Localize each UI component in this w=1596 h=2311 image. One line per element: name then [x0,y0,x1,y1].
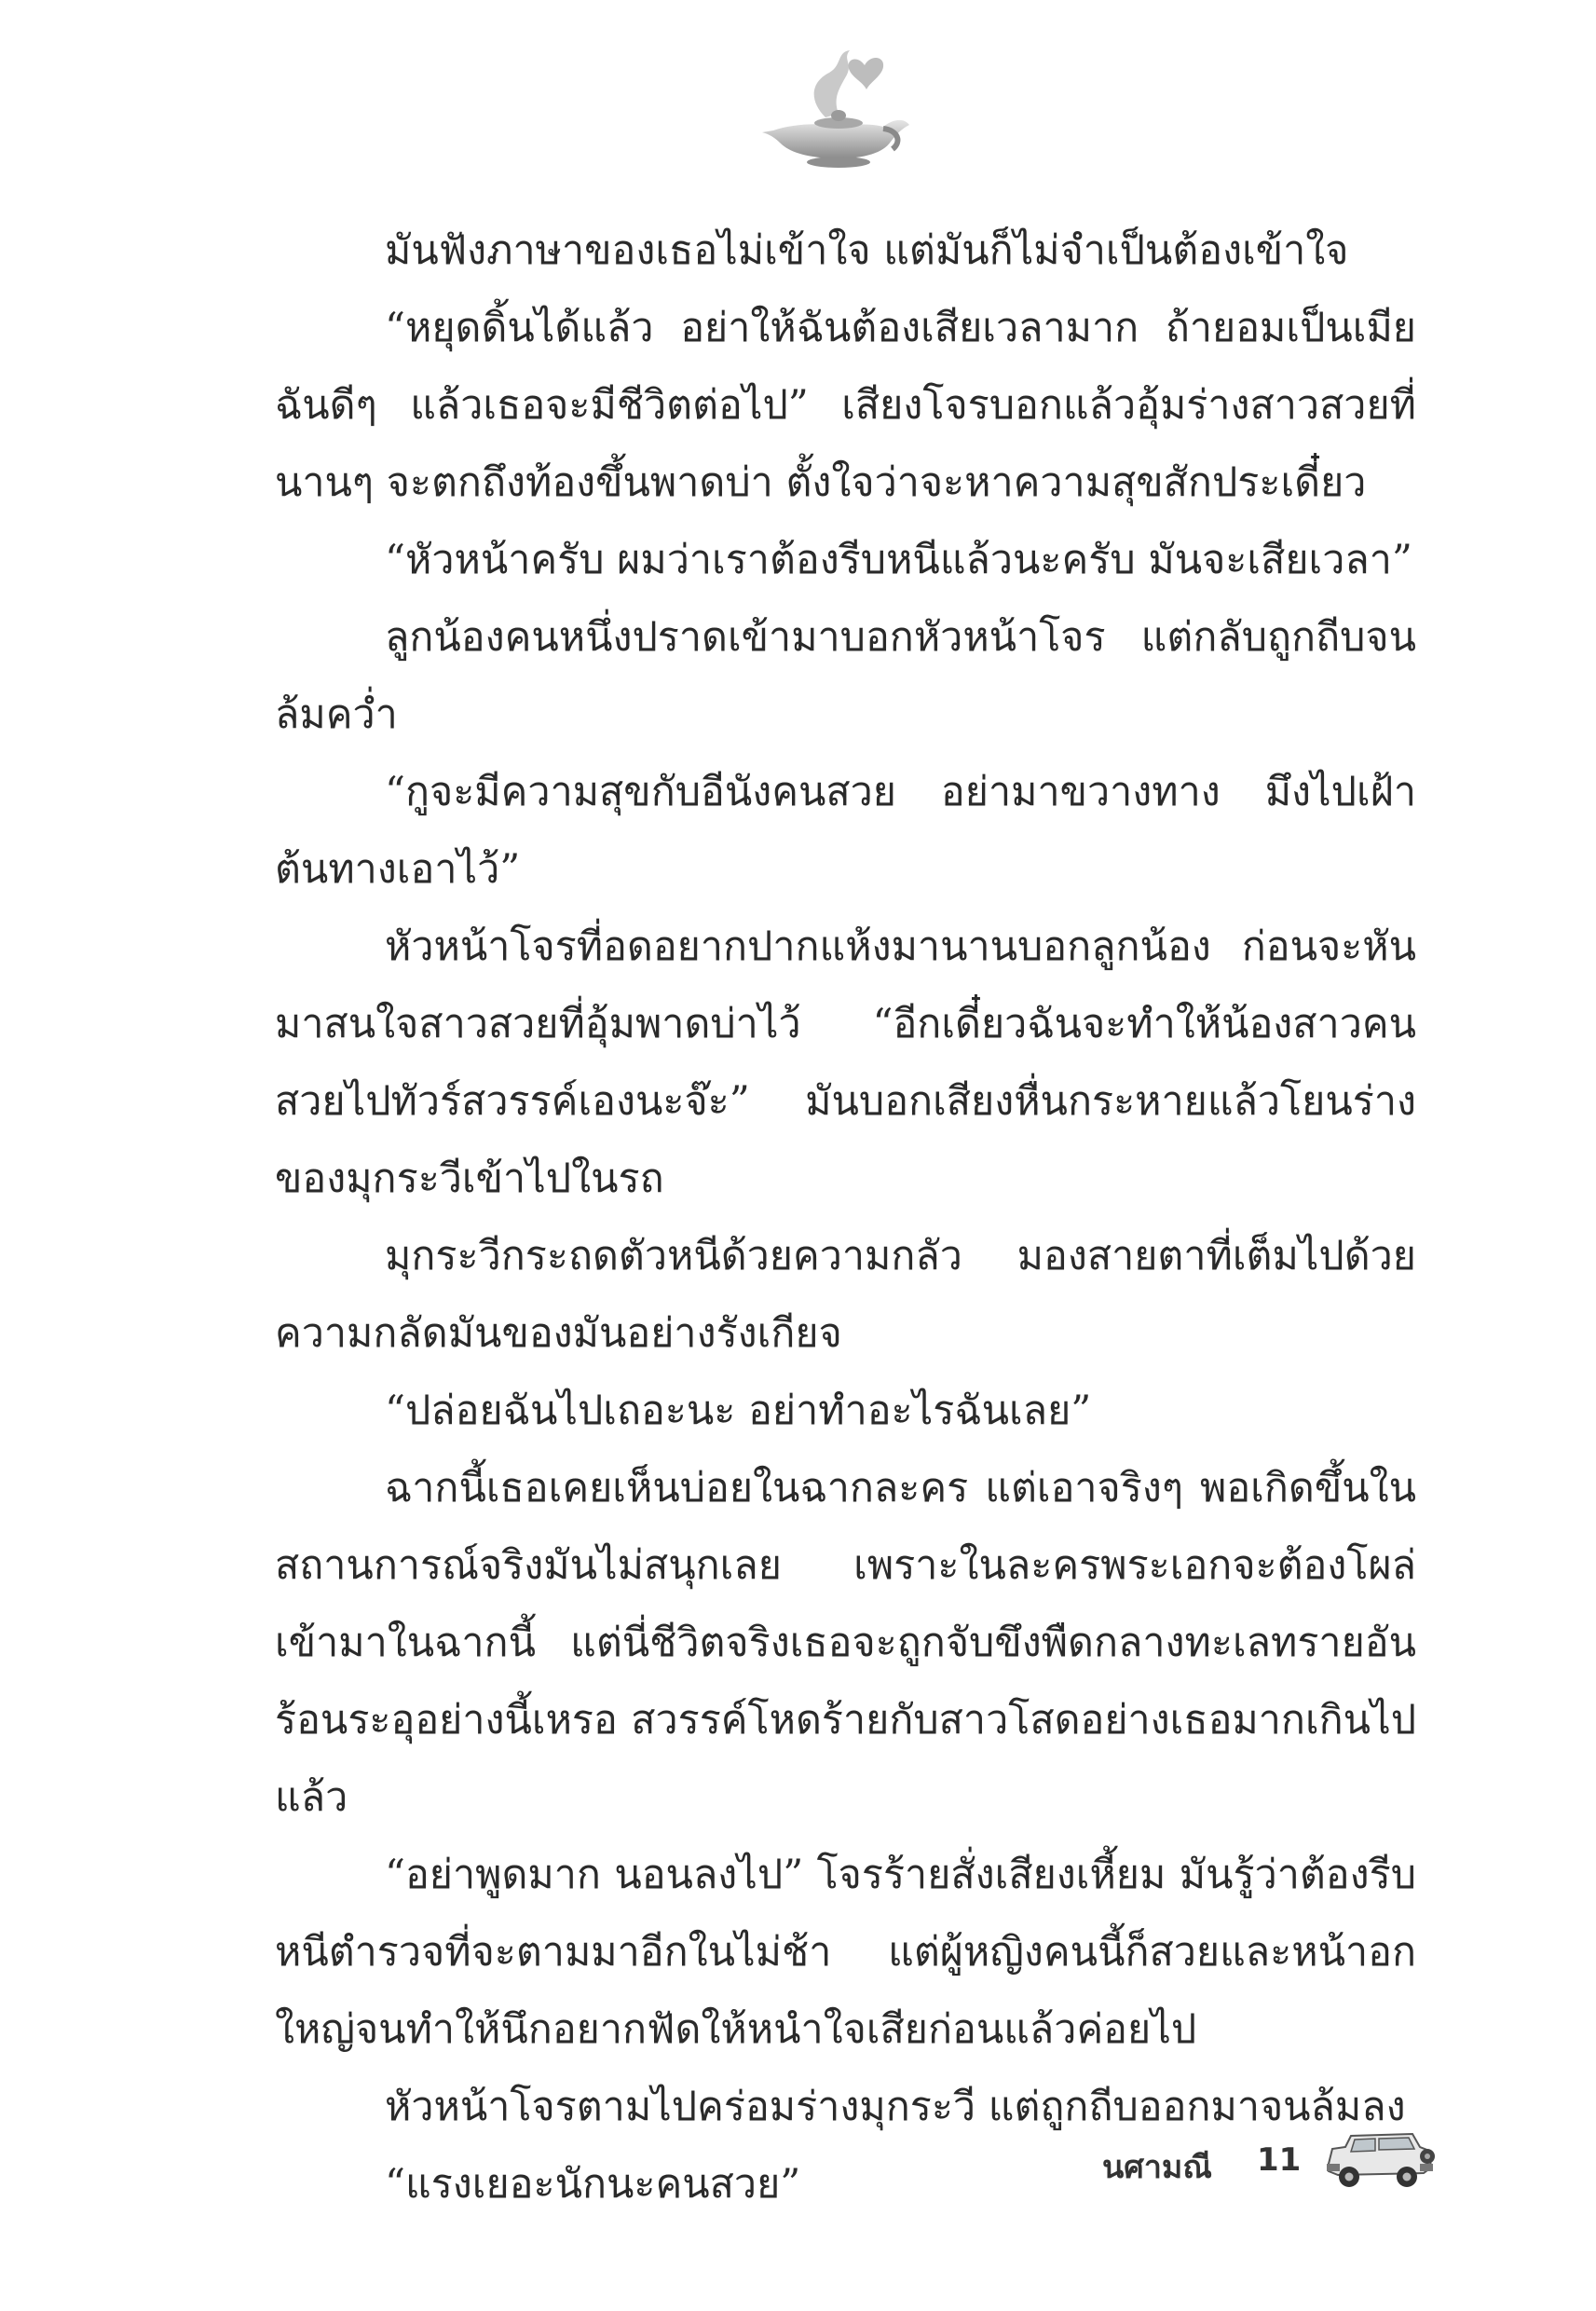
paragraph: ฉากนี้เธอเคยเห็นบ่อยในฉากละคร แต่เอาจริงๆ พอเกิดขึ้นในสถานการณ์จริงมันไม่สนุกเลย เพราะในละครพระเอกจะต้องโผล่เข้ามาในฉากนี้ แต่นี่ชีวิตจริงเธอจะถูกจับขึงพืดกลางทะเลทรายอันร้อนระอุอย่างนี้เหรอ สวรรค์โหดร้ายกับสาวโสดอย่างเธอมากเกินไปแล้ว [275,1465,1416,1821]
paragraph: ลูกน้องคนหนึ่งปราดเข้ามาบอกหัวหน้าโจร แต่กลับถูกถีบจนล้มคว่ำ [275,614,1416,738]
paragraph: “หยุดดิ้นได้แล้ว อย่าให้ฉันต้องเสียเวลามาก ถ้ายอมเป็นเมียฉันดีๆ แล้วเธอจะมีชีวิตต่อไป” เสียงโจรบอกแล้วอุ้มร่างสาวสวยที่นานๆ จะตกถึงท้องขึ้นพาดบ่า ตั้งใจว่าจะหาความสุขสักประเดี๋ยว [275,305,1416,506]
paragraph: “แรงเยอะนักนะคนสวย” [385,2161,801,2208]
paragraph: หัวหน้าโจรที่อดอยากปากแห้งมานานบอกลูกน้อง ก่อนจะหันมาสนใจสาวสวยที่อุ้มพาดบ่าไว้ “อีกเดี๋ยวฉันจะทำให้น้องสาวคนสวยไปทัวร์สวรรค์เองนะจ๊ะ” มันบอกเสียงหื่นกระหายแล้วโยนร่างของมุกระวีเข้าไปในรถ [275,923,1416,1202]
paragraph: “หัวหน้าครับ ผมว่าเราต้องรีบหนีแล้วนะครับ มันจะเสียเวลา” [385,537,1412,583]
paragraph: “อย่าพูดมาก นอนลงไป” โจรร้ายสั่งเสียงเหี้ยม มันรู้ว่าต้องรีบหนีตำรวจที่จะตามมาอีกในไม่ช้า แต่ผู้หญิงคนนี้ก็สวยและหน้าอกใหญ่จนทำให้นึกอยากฟัดให้หนำใจเสียก่อนแล้วค่อยไป [275,1852,1416,2053]
paragraph: “กูจะมีความสุขกับอีนังคนสวย อย่ามาขวางทาง มึงไปเฝ้าต้นทางเอาไว้” [275,769,1416,893]
running-title: นศามณี [1102,2149,1212,2186]
jeep-icon [1323,2126,1437,2192]
paragraph: หัวหน้าโจรตามไปคร่อมร่างมุกระวี แต่ถูกถีบออกมาจนล้มลง [385,2084,1406,2130]
paragraph: มุกระวีกระถดตัวหนีด้วยความกลัว มองสายตาที่เต็มไปด้วยความกลัดมันของมันอย่างรังเกียจ [275,1233,1416,1357]
paragraph: มันฟังภาษาของเธอไม่เข้าใจ แต่มันก็ไม่จำเป็นต้องเข้าใจ [385,227,1349,274]
page-number: 11 [1257,2141,1302,2179]
paragraph: “ปล่อยฉันไปเถอะนะ อย่าทำอะไรฉันเลย” [385,1388,1092,1434]
genie-lamp-icon [753,45,916,171]
story-text [275,212,1416,2223]
